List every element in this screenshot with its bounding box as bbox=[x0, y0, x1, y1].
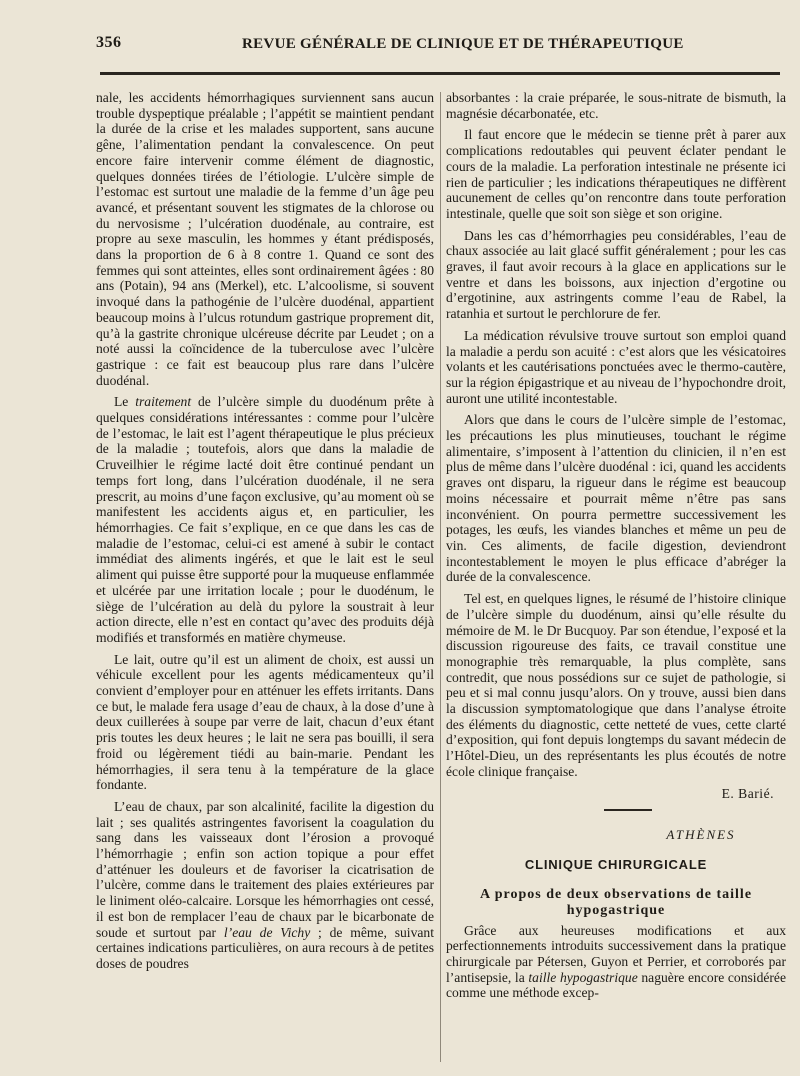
dateline: ATHÈNES bbox=[666, 827, 736, 843]
paragraph bbox=[446, 923, 786, 1002]
paragraph-text: ; de même, suivant certaines indications particulières, on aura recours à de petites doses de poudres bbox=[96, 924, 434, 971]
right-column bbox=[446, 90, 786, 1007]
left-column bbox=[96, 90, 434, 978]
paragraph: La médication révulsive trouve surtout son emploi quand la maladie a perdu son acuité : c’est alors que les vésicatoires volants et les cautérisations ponctuées avec le thermo-cautère, sur la région épigastrique et au niveau de l’hypochondre droit, auront une utilité incontestable. bbox=[446, 327, 786, 406]
paragraph bbox=[96, 394, 434, 645]
emphasis-text: l’eau de Vichy bbox=[223, 924, 311, 940]
separator-ornament bbox=[604, 809, 652, 811]
section-heading: CLINIQUE CHIRURGICALE bbox=[524, 856, 708, 872]
paragraph-text: de l’ulcère simple du duodénum prête à quelques considérations intéressantes : comme pour l’ulcère de l’estomac, le lait est l’agent thérapeutique le plus précieux de la maladie ; toutefois, alors que dans la maladie de Cruveilhier le régime lacté doit être continué pendant un temps fort long, dans l’ulcération duodénale, il ne sera prescrit, au moins d’une façon exclusive, qu’au moment où se manifestent les accidents aigus et, en particulier, les hémorrhagies. Ce fait s’explique, en ce que dans les cas de maladie de l’estomac, celui-ci est amené à subir le contact immédiat des aliments ingérés, et que le lait est le seul aliment qui puisse être supporté pour la muqueuse enflammée et ulcérée par une irritation locale ; pour le duodénum, le siège de l’ulcération au delà du pylore la soustrait à leur action directe, elle n’est en contact qu’avec des produits déjà modifiés et transformés en matière chymeuse. bbox=[96, 394, 434, 645]
paragraph: absorbantes : la craie préparée, le sous-nitrate de bismuth, la magnésie décarbonatée, etc. bbox=[446, 90, 786, 121]
journal-title: REVUE GÉNÉRALE DE CLINIQUE ET DE THÉRAPEUTIQUE bbox=[242, 36, 684, 52]
paragraph: Il faut encore que le médecin se tienne prêt à parer aux complications redoutables qui peuvent éclater pendant le cours de la maladie. La perforation intestinale ne présente ici rien de particulier ; les indications thérapeutiques ne diffèrent aucunement de celles qu’on rencontre dans toute perforation intestinale, quelle que soit son siège et son origine. bbox=[446, 127, 786, 221]
running-head bbox=[96, 34, 780, 58]
paragraph: nale, les accidents hémorrhagiques surviennent sans aucun trouble dyspeptique préalable ; l’appétit se maintient pendant la durée de la crise et les malades supportent, sans aucune gêne, l’alimentation pendant la convalescence. On peut encore faire intervenir comme élément de diagnostic, quelques données tirées de l’étiologie. L’ulcère simple de l’estomac est surtout une maladie de la femme d’un âge peu avancé, et présentant souvent les stigmates de la chlorose ou du nervosisme ; l’ulcération duodénale, au contraire, est propre au sexe masculin, les hommes y étant prédisposés, dans la proportion de 6 à 8 contre 1. Quand ce sont des femmes qui sont atteintes, elles sont ordinairement âgées : 80 ans (Potain), 94 ans (Merkel), etc. L’alcoolisme, si souvent invoqué dans la pathogénie de l’ulcère duodénal, appartient beaucoup moins à l’ulcus rotundum gastrique proprement dit, qu’à la gastrite chronique ulcéreuse décrite par Leudet ; on a noté aussi la coïncidence de la tuberculose avec l’ulcère gastrique : ce fait est beaucoup plus rare dans l’ulcère duodénal. bbox=[96, 90, 434, 388]
article-title: A propos de deux observations de taille hypogastrique bbox=[479, 886, 753, 918]
column-divider bbox=[440, 92, 441, 1062]
paragraph bbox=[96, 799, 434, 972]
paragraph: Alors que dans le cours de l’ulcère simple de l’estomac, les précautions les plus minutieuses, touchant le régime alimentaire, s’imposent à l’attention du clinicien, il n’en est plus de même dans l’ulcère duodénal : ici, quand les accidents graves ont disparu, la rigueur dans le régime est beaucoup moins nécessaire et pourrait même n’être pas sans inconvénient. On pourra permettre successivement les potages, les œufs, les viandes blanches et même un peu de vin. Ces aliments, de facile digestion, deviendront incontestablement le moyen le plus efficace d’abréger la durée de la convalescence. bbox=[446, 412, 786, 585]
paragraph-text: naguère encore considérée comme une méthode excep- bbox=[446, 969, 786, 1001]
page-number: 356 bbox=[96, 34, 122, 51]
paragraph-text: Grâce aux heureuses modifications et aux perfectionnements introduits successivement dans la pratique chirurgicale par Pétersen, Guyon et Perrier, et corroborés par l’antisepsie, la bbox=[446, 922, 786, 985]
emphasis-text: traitement bbox=[135, 394, 192, 410]
paragraph: Tel est, en quelques lignes, le résumé de l’histoire clinique de l’ulcère simple du duodénum, ainsi qu’elle résulte du mémoire de M. le Dr Bucquoy. Par son étendue, l’exposé et la discussion rigoureuse des faits, ce travail constitue une monographie très remarquable, la plus complète, sans contredit, que nous possédions sur ce sujet de pathologie, si peu et si mal connu jusqu’alors. On y trouve, aussi bien dans la discussion symptomatologique que dans l’analyse étroite des éléments du diagnostic, cette netteté de vues, cette clarté d’exposition, qui font depuis longtemps du savant médecin de l’Hôtel-Dieu, un des représentants les plus écoutés de notre école clinique française. bbox=[446, 591, 786, 779]
paragraph-text: L’eau de chaux, par son alcalinité, facilite la digestion du lait ; ses qualités astringentes favorisent la coagulation du sang dans les vaisseaux dont l’érosion a provoqué l’hémorrhagie ; enfin son action topique a pour effet d’atténuer les douleurs et de favoriser la cicatrisation de l’ulcère, comme dans le traitement des plaies extérieures par le liniment oléo-calcaire. Lorsque les hémorrhagies ont cessé, il est bon de remplacer l’eau de chaux par le bicarbonate de soude et surtout par bbox=[96, 798, 434, 940]
emphasis-text: taille hypogastrique bbox=[528, 969, 638, 985]
paragraph-text: Le bbox=[114, 394, 136, 410]
paragraph: Le lait, outre qu’il est un aliment de choix, est aussi un véhicule excellent pour les agents médicamenteux qu’il convient d’employer pour en atténuer les effets irritants. Dans ce but, le malade fera usage d’eau de chaux, à la dose d’une à deux cuillerées à soupe par verre de lait, chacun d’eux étant pris toutes les deux heures ; le lait ne sera pas bouilli, il sera froid ou légèrement tiédi au bain-marie. Pendant les hémorrhagies, il sera tenu à la température de la glace fondante. bbox=[96, 651, 434, 793]
header-rule bbox=[100, 72, 780, 75]
paragraph: Dans les cas d’hémorrhagies peu considérables, l’eau de chaux associée au lait glacé suffit généralement ; pour les cas graves, il faut avoir recours à la glace en applications sur le ventre et dans les boissons, aux injection d’ergotine ou d’ergotinine, aux astringents comme l’eau de Rabel, la ratanhia et surtout le perchlorure de fer. bbox=[446, 227, 786, 322]
author-signature: E. Barié. bbox=[721, 785, 774, 801]
